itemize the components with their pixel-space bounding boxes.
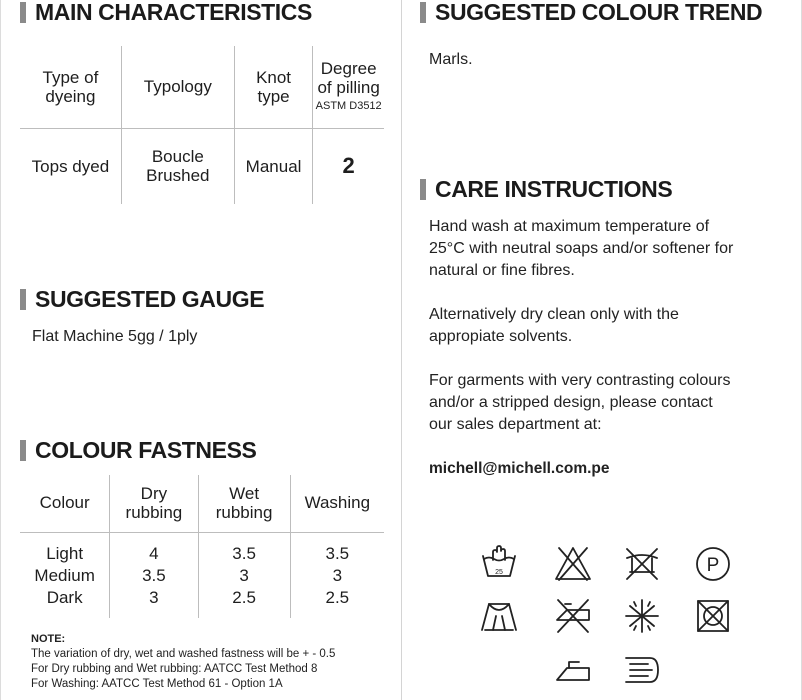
header-wet-rubbing: Wet rubbing xyxy=(198,475,290,532)
dry-flat-shade-icon xyxy=(622,650,662,690)
colour-names-cell xyxy=(20,532,110,618)
row-colour-medium: Medium xyxy=(34,566,95,586)
note-line: For Washing: AATCC Test Method 61 - Option 1A xyxy=(31,678,283,690)
row-colour-light: Light xyxy=(46,544,84,564)
suggested-gauge-heading xyxy=(20,286,264,312)
fastness-note xyxy=(31,632,335,692)
heading-bar xyxy=(20,289,26,310)
heading-bar xyxy=(20,440,26,461)
hand-wash-icon xyxy=(479,544,519,584)
value-dyeing: Tops dyed xyxy=(20,128,121,204)
header-dyeing: Type of dyeing xyxy=(20,46,121,128)
header-knot-type: Knot type xyxy=(234,46,313,128)
left-edge-line xyxy=(0,0,1,700)
colour-fastness-title: COLOUR FASTNESS xyxy=(35,436,257,463)
svg-text:P: P xyxy=(706,555,720,576)
colour-trend-heading xyxy=(420,0,762,24)
no-iron-icon xyxy=(553,596,593,636)
dry-values-cell: 4 3.5 3 xyxy=(110,532,198,618)
no-tumble-dry-icon xyxy=(622,544,662,584)
colour-trend-text: Marls. xyxy=(429,51,473,68)
colour-fastness-heading xyxy=(20,437,256,463)
no-bleach-icon xyxy=(553,544,593,584)
main-characteristics-table xyxy=(20,46,384,204)
header-colour: Colour xyxy=(20,475,110,532)
gauge-text: Flat Machine 5gg / 1ply xyxy=(32,328,198,345)
value-typology: Boucle Brushed xyxy=(121,128,234,204)
value-knot-type: Manual xyxy=(234,128,313,204)
sales-email-link[interactable]: michell@michell.com.pe xyxy=(429,460,610,477)
no-wring-icon xyxy=(622,596,662,636)
note-line: For Dry rubbing and Wet rubbing: AATCC Test Method 8 xyxy=(31,663,318,675)
care-instructions-heading xyxy=(420,176,672,202)
washing-values-cell: 3.5 3 2.5 xyxy=(290,532,384,618)
dry-clean-p-icon xyxy=(693,544,733,584)
svg-text:25: 25 xyxy=(495,569,503,576)
header-degree-of-pilling: Degree of pilling ASTM D3512 xyxy=(313,46,384,128)
value-pilling: 2 xyxy=(313,128,384,204)
header-washing: Washing xyxy=(290,475,384,532)
heading-bar xyxy=(420,179,426,200)
header-typology: Typology xyxy=(121,46,234,128)
colour-fastness-table xyxy=(20,475,384,618)
row-colour-dark: Dark xyxy=(46,588,83,608)
flat-dry-icon xyxy=(479,596,519,636)
iron-low-icon xyxy=(553,650,593,690)
pilling-standard: ASTM D3512 xyxy=(315,100,382,113)
care-paragraph-2: Alternatively dry clean only with the appropiate solvents. xyxy=(429,306,679,345)
care-instructions-title: CARE INSTRUCTIONS xyxy=(435,175,673,202)
colour-trend-title: SUGGESTED COLOUR TREND xyxy=(435,0,763,25)
note-label: NOTE: xyxy=(31,633,66,645)
heading-bar xyxy=(20,2,26,23)
heading-bar xyxy=(420,2,426,23)
header-dry-rubbing: Dry rubbing xyxy=(110,475,198,532)
main-characteristics-title: MAIN CHARACTERISTICS xyxy=(35,0,312,25)
note-line: The variation of dry, wet and washed fastness will be + - 0.5 xyxy=(31,648,336,660)
wet-values-cell: 3.5 3 2.5 xyxy=(198,532,290,618)
care-paragraph-1: Hand wash at maximum temperature of 25°C with neutral soaps and/or softener for natural or fine fibres. xyxy=(429,218,734,279)
no-dryer-icon xyxy=(693,596,733,636)
care-paragraph-3: For garments with very contrasting colours and/or a stripped design, please contact our sales department at: xyxy=(429,372,731,433)
column-divider xyxy=(401,0,402,700)
main-characteristics-heading xyxy=(20,0,312,24)
suggested-gauge-title: SUGGESTED GAUGE xyxy=(35,285,265,312)
